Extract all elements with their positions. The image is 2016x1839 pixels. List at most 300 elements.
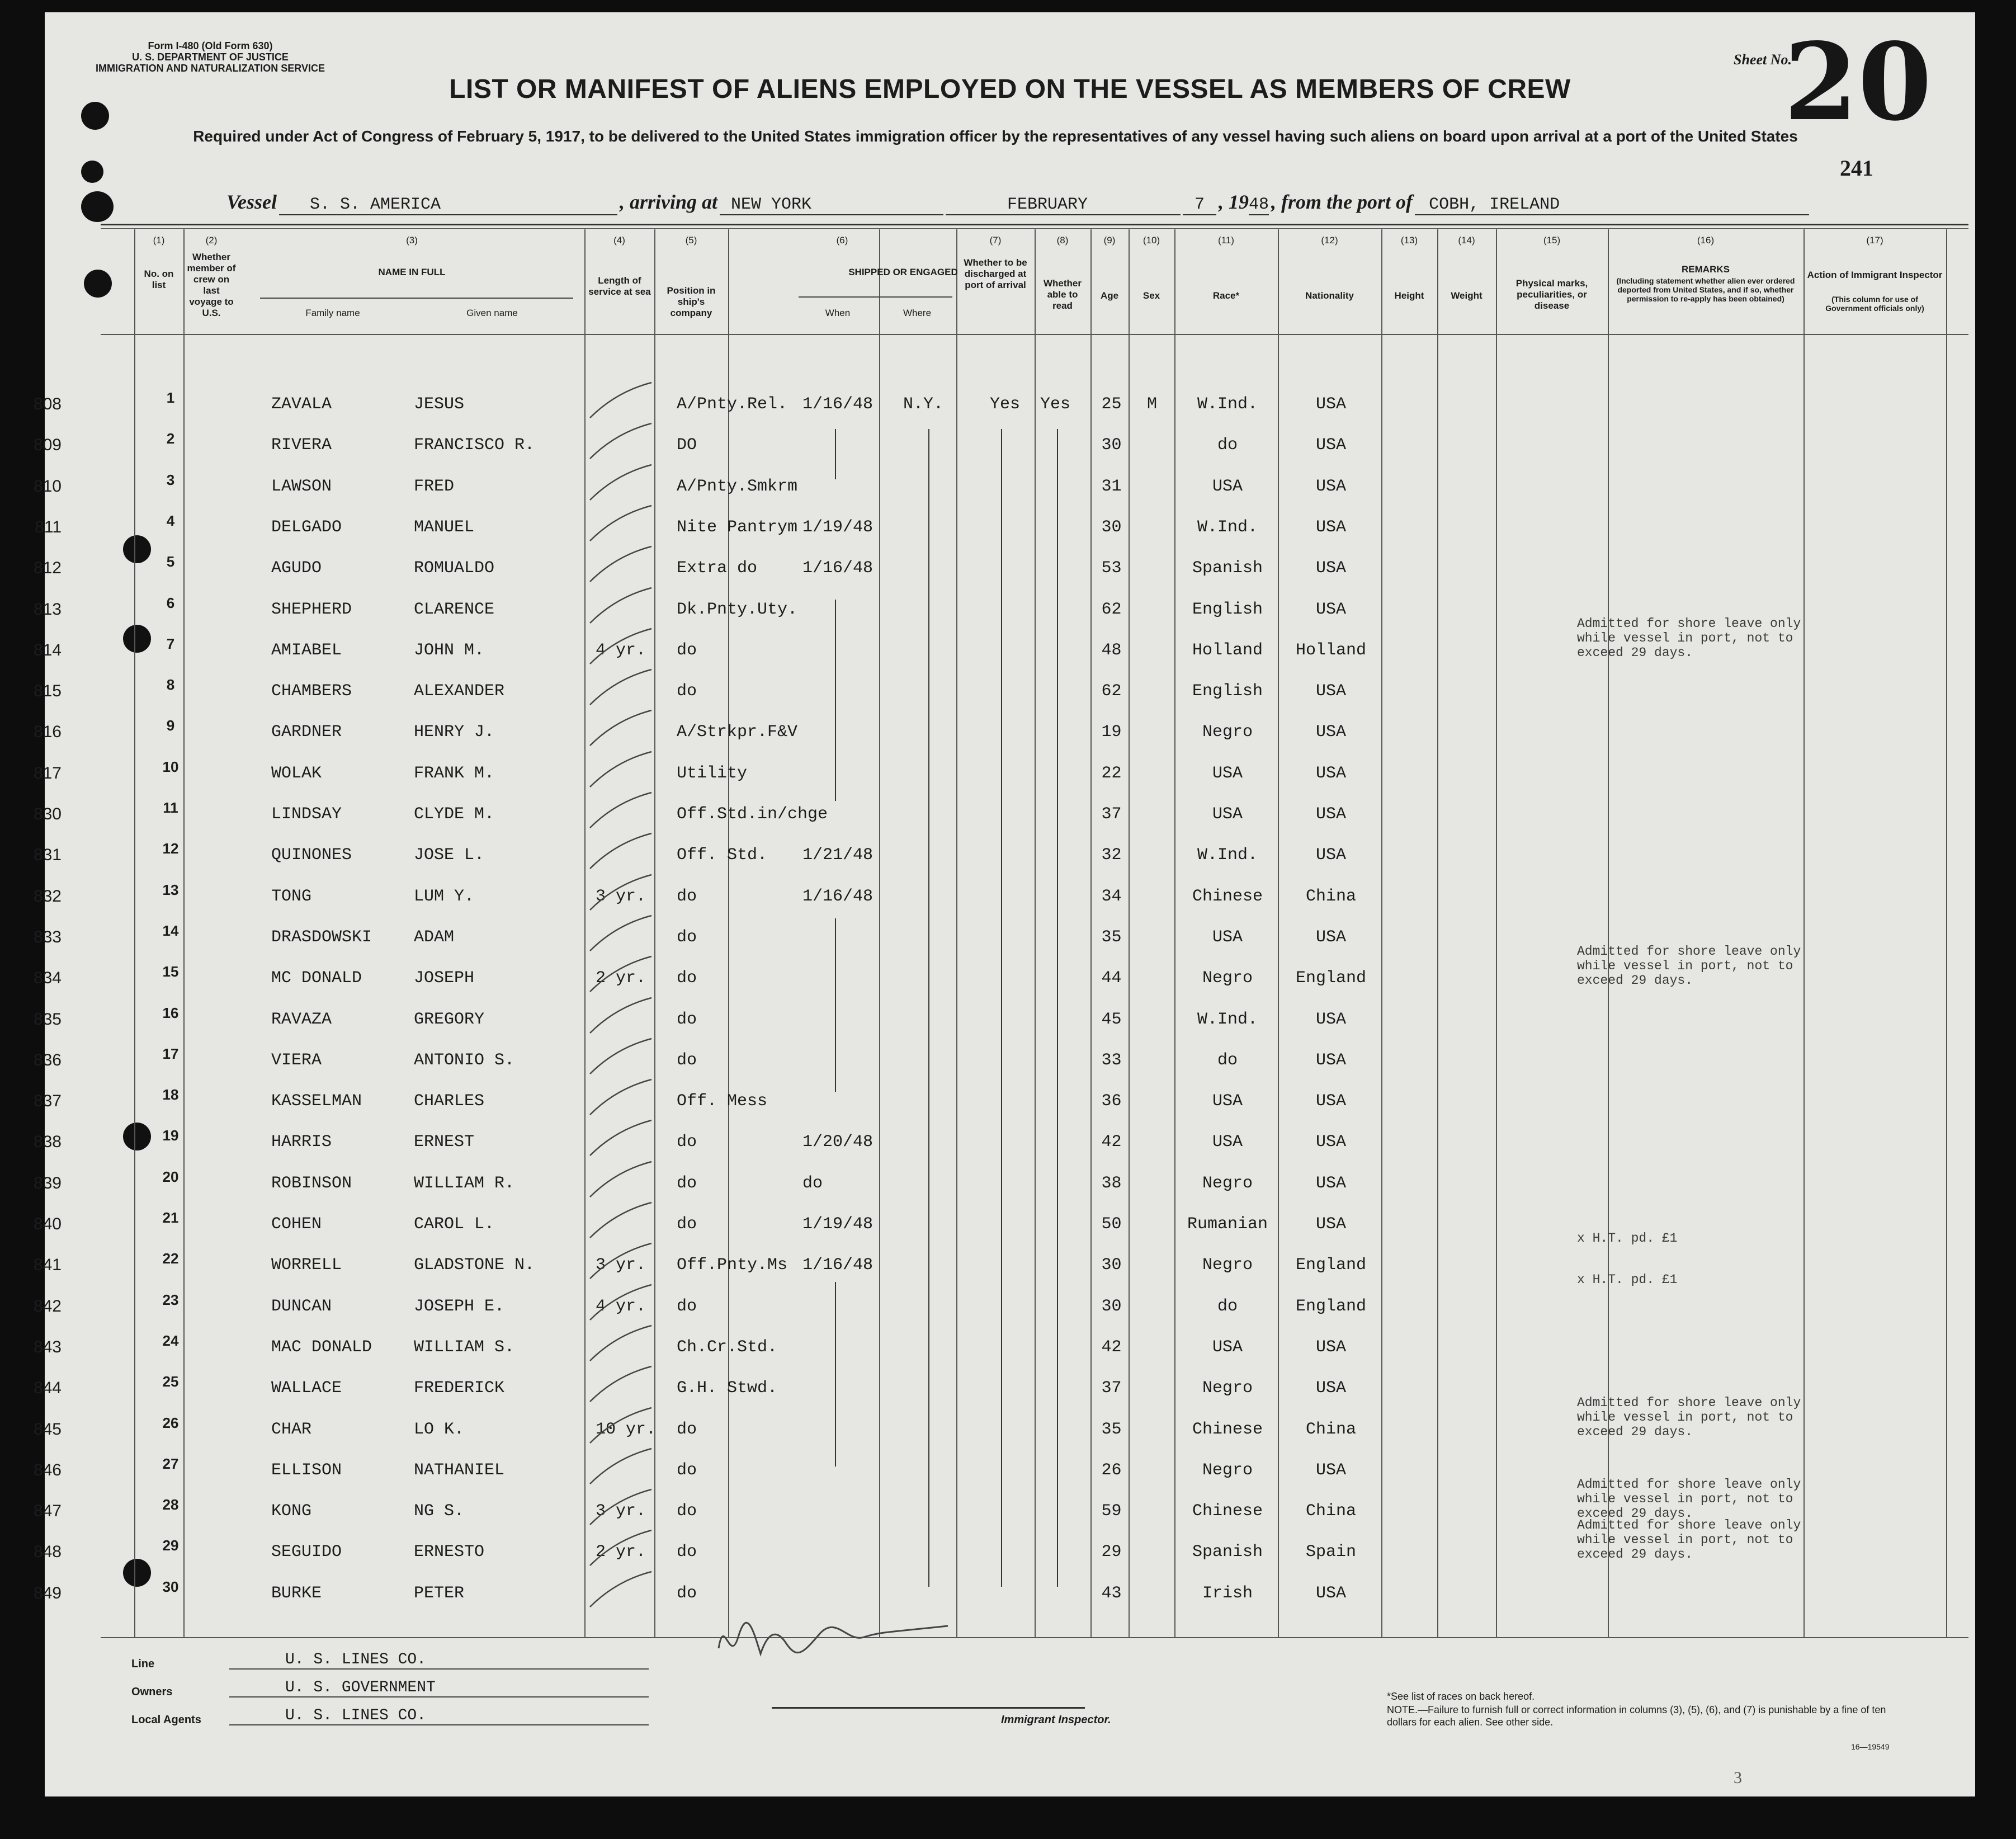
row-family-name: RIVERA [271,436,332,455]
row-margin-number: 836 [33,1050,62,1069]
row-family-name: GARDNER [271,723,342,742]
vessel-label: Vessel [226,191,277,213]
row-family-name: WALLACE [271,1379,342,1398]
arrival-port: NEW YORK [720,195,943,215]
row-race: do [1217,1050,1238,1070]
row-given-name: ROMUALDO [414,559,495,578]
row-nationality: USA [1315,1050,1346,1070]
header-name-in-full: NAME IN FULL [378,267,446,277]
row-family-name: KASSELMAN [271,1092,362,1111]
header-nationality: Nationality [1305,290,1354,301]
row-number: 28 [162,1496,179,1513]
row-race: Negro [1202,1173,1253,1193]
row-family-name: QUINONES [271,846,352,865]
row-age: 62 [1101,682,1122,701]
row-family-name: BURKE [271,1583,322,1603]
remark-line: exceed 29 days. [1577,1506,1693,1521]
row-family-name: AGUDO [271,559,322,578]
row-position: Extra do [677,559,758,578]
row-position: do [677,969,697,988]
row-given-name: CAROL L. [414,1215,495,1234]
remark-note [1577,1477,1801,1521]
row-sex: M [1146,395,1157,414]
row-race: USA [1212,763,1243,783]
row-margin-number: 838 [33,1133,62,1152]
row-given-name: LO K. [414,1420,465,1439]
inspector-signature-line [772,1707,1085,1709]
row-nationality: USA [1315,1583,1346,1603]
row-shipped-when: 1/20/48 [802,1133,874,1152]
row-position: do [677,1173,697,1193]
row-given-name: GREGORY [414,1010,485,1029]
row-length-of-service: 2 yr. [596,1543,646,1562]
header-physical-marks: Physical marks, peculiarities, or disease [1515,278,1588,311]
row-number: 20 [162,1168,179,1185]
row-position: do [677,887,697,906]
row-able-to-read: Yes [1040,395,1071,414]
row-race: Chinese [1192,1420,1263,1439]
row-nationality: USA [1315,1010,1346,1029]
row-race: Chinese [1192,887,1263,906]
row-nationality: USA [1315,600,1346,619]
col-num-13: (13) [1400,235,1418,246]
row-nationality: USA [1315,1133,1346,1152]
row-nationality: USA [1315,1379,1346,1398]
row-given-name: FREDERICK [414,1379,505,1398]
remark-line: Admitted for shore leave only [1577,616,1801,631]
row-margin-number: 842 [33,1296,62,1315]
col-num-5: (5) [685,235,697,246]
row-age: 31 [1101,477,1122,496]
row-given-name: NG S. [414,1502,465,1521]
row-position: A/Pnty.Smkrm [677,477,798,496]
col-num-12: (12) [1321,235,1338,246]
remark-line: while vessel in port, not to [1577,1532,1793,1548]
arrival-year: 48 [1249,195,1269,214]
row-given-name: CLARENCE [414,600,495,619]
remark-line: Admitted for shore leave only [1577,944,1801,959]
row-age: 33 [1101,1050,1122,1070]
row-position: Dk.Pnty.Uty. [677,600,798,619]
header-member-last-voyage: Whether member of crew on last voyage to U.S. [187,252,236,318]
row-number: 6 [166,594,175,611]
row-margin-number: 817 [33,763,62,782]
row-family-name: VIERA [271,1050,322,1070]
row-age: 19 [1101,723,1122,742]
remark-line: Admitted for shore leave only [1577,1395,1801,1410]
row-family-name: MC DONALD [271,969,362,988]
row-given-name: ERNEST [414,1133,475,1152]
row-given-name: GLADSTONE N. [414,1256,535,1275]
row-given-name: CHARLES [414,1092,485,1111]
remark-line: Admitted for shore leave only [1577,1518,1801,1533]
row-number: 22 [162,1250,179,1267]
row-race: Chinese [1192,1502,1263,1521]
row-family-name: TONG [271,887,312,906]
owners-value: U. S. GOVERNMENT [229,1679,649,1697]
row-number: 5 [166,553,175,570]
row-number: 15 [162,963,179,980]
row-length-of-service: 3 yr. [596,887,646,906]
row-number: 2 [166,430,175,447]
row-position: Off. Std. [677,846,768,865]
row-margin-number: 845 [33,1420,62,1439]
row-nationality: USA [1315,763,1346,783]
row-number: 30 [162,1578,179,1595]
row-margin-number: 837 [33,1092,62,1111]
row-position: do [677,1420,697,1439]
row-age: 36 [1101,1092,1122,1111]
row-race: Irish [1202,1583,1253,1603]
row-race: English [1192,600,1263,619]
agents-value: U. S. LINES CO. [229,1707,649,1725]
col-num-15: (15) [1543,235,1561,246]
remark-line: exceed 29 days. [1577,1424,1693,1439]
row-position: Utility [677,763,748,783]
row-margin-number: 816 [33,723,62,742]
row-number: 19 [162,1127,179,1144]
remark-note [1577,616,1801,660]
row-race: W.Ind. [1197,846,1258,865]
row-margin-number: 846 [33,1460,62,1479]
row-age: 42 [1101,1133,1122,1152]
row-shipped-when: 1/16/48 [802,1256,874,1275]
header-discharged: Whether to be discharged at port of arrival [964,257,1027,290]
remark-note [1577,1518,1801,1562]
row-family-name: HARRIS [271,1133,332,1152]
col-num-3: (3) [406,235,418,246]
row-number: 4 [166,512,175,529]
row-margin-number: 810 [33,477,62,496]
row-margin-number: 833 [33,927,62,946]
agents-label: Local Agents [131,1714,201,1726]
row-race: do [1217,436,1238,455]
header-age: Age [1100,290,1119,301]
row-nationality: USA [1315,723,1346,742]
row-position: Ch.Cr.Std. [677,1337,778,1357]
row-race: W.Ind. [1197,517,1258,537]
remark-line: while vessel in port, not to [1577,630,1793,645]
row-position: do [677,682,697,701]
row-margin-number: 840 [33,1215,62,1233]
row-margin-number: 815 [33,682,62,701]
row-nationality: USA [1315,846,1346,865]
row-number: 9 [166,717,175,734]
row-age: 22 [1101,763,1122,783]
row-margin-number: 811 [35,517,62,536]
row-discharged: Yes [990,395,1021,414]
row-given-name: FRANK M. [414,763,495,783]
col-num-7: (7) [989,235,1002,246]
row-margin-number: 841 [33,1256,62,1275]
row-family-name: LAWSON [271,477,332,496]
row-shipped-when: 1/16/48 [802,887,874,906]
header-height: Height [1394,290,1424,301]
header-position: Position in ship's company [667,285,716,318]
row-position: A/Strkpr.F&V [677,723,798,742]
remark-line: while vessel in port, not to [1577,1492,1793,1507]
row-age: 30 [1101,1256,1122,1275]
row-family-name: WORRELL [271,1256,342,1275]
line-value: U. S. LINES CO. [229,1651,649,1670]
row-number: 24 [162,1332,179,1349]
row-position: Off. Mess [677,1092,768,1111]
row-given-name: FRED [414,477,455,496]
row-nationality: England [1295,969,1367,988]
row-given-name: ANTONIO S. [414,1050,515,1070]
row-age: 37 [1101,805,1122,824]
row-race: Negro [1202,969,1253,988]
from-port-label: , from the port of [1271,191,1413,213]
row-family-name: ZAVALA [271,395,332,414]
remark-note [1577,1272,1677,1287]
penalty-note: NOTE.—Failure to furnish full or correct information in columns (3), (5), (6), and (7) is punishable by a fine of ten dollars for each alien. See other side. [1387,1704,1886,1728]
col-num-2: (2) [205,235,218,246]
row-position: do [677,1583,697,1603]
row-position: do [677,1460,697,1480]
header-family-name: Family name [305,308,360,318]
row-race: Spanish [1192,559,1263,578]
row-number: 25 [162,1373,179,1390]
row-number: 11 [163,799,178,816]
row-race: English [1192,682,1263,701]
row-family-name: ELLISON [271,1460,342,1480]
row-nationality: China [1305,887,1356,906]
row-given-name: ALEXANDER [414,682,505,701]
row-family-name: ROBINSON [271,1173,352,1193]
remark-line: exceed 29 days. [1577,1547,1693,1562]
from-port: COBH, IRELAND [1415,195,1809,215]
row-nationality: USA [1315,927,1346,947]
row-position: G.H. Stwd. [677,1379,778,1398]
arriving-label: , arriving at [620,191,718,213]
row-family-name: KONG [271,1502,312,1521]
header-shipped-engaged: SHIPPED OR ENGAGED [848,267,958,277]
row-given-name: JOSEPH E. [414,1296,505,1316]
row-number: 3 [166,471,175,488]
row-race: USA [1212,927,1243,947]
row-age: 42 [1101,1337,1122,1357]
col-num-14: (14) [1458,235,1475,246]
vessel-name: S. S. AMERICA [279,195,617,215]
header-able-to-read: Whether able to read [1044,278,1082,311]
row-margin-number: 831 [33,846,62,865]
row-given-name: FRANCISCO R. [414,436,535,455]
row-given-name: MANUEL [414,517,475,537]
page-subtitle: Required under Act of Congress of February 5, 1917, to be delivered to the United States immigration officer by the representatives of any vessel having such aliens on board upon arrival at a port of the United States [193,128,1798,145]
col-num-10: (10) [1142,235,1160,246]
arrival-day: 7 [1183,195,1216,215]
row-race: USA [1212,1337,1243,1357]
row-position: Off.Pnty.Ms [677,1256,788,1275]
row-margin-number: 847 [33,1502,62,1521]
row-given-name: PETER [414,1583,465,1603]
owners-label: Owners [131,1686,173,1698]
row-shipped-when: 1/16/48 [802,559,874,578]
row-nationality: USA [1315,477,1346,496]
row-margin-number: 835 [33,1010,62,1029]
manifest-sheet [33,12,1975,1796]
row-nationality: USA [1315,1337,1346,1357]
row-nationality: USA [1315,1092,1346,1111]
row-age: 59 [1101,1502,1122,1521]
inspector-signature [713,1604,959,1671]
arrival-month: FEBRUARY [946,195,1181,215]
row-position: do [677,640,697,660]
row-position: do [677,1133,697,1152]
row-family-name: LINDSAY [271,805,342,824]
row-length-of-service: 2 yr. [596,969,646,988]
row-age: 30 [1101,1296,1122,1316]
row-race: do [1217,1296,1238,1316]
row-family-name: SHEPHERD [271,600,352,619]
row-margin-number: 843 [33,1337,62,1356]
row-given-name: WILLIAM S. [414,1337,515,1357]
row-nationality: USA [1315,517,1346,537]
header-given-name: Given name [466,308,518,318]
remark-note [1577,944,1801,988]
row-family-name: DRASDOWSKI [271,927,372,947]
row-length-of-service: 3 yr. [596,1256,646,1275]
row-race: USA [1212,1133,1243,1152]
row-family-name: DUNCAN [271,1296,332,1316]
row-number: 27 [162,1455,179,1472]
sheet-label: Sheet No. [1734,51,1792,68]
remark-line: x H.T. pd. £1 [1577,1272,1678,1287]
row-family-name: MAC DONALD [271,1337,372,1357]
header-weight: Weight [1451,290,1483,301]
col-num-16: (16) [1697,235,1715,246]
row-nationality: England [1295,1296,1367,1316]
row-nationality: Spain [1305,1543,1356,1562]
row-family-name: COHEN [271,1215,322,1234]
row-given-name: JESUS [414,395,465,414]
row-number: 10 [162,758,179,775]
row-number: 23 [162,1291,179,1308]
row-age: 30 [1101,517,1122,537]
row-race: Negro [1202,1379,1253,1398]
row-age: 37 [1101,1379,1122,1398]
row-nationality: USA [1315,1173,1346,1193]
row-age: 30 [1101,436,1122,455]
row-age: 38 [1101,1173,1122,1193]
row-shipped-where: N.Y. [903,395,944,414]
row-race: Holland [1192,640,1263,660]
row-race: W.Ind. [1197,395,1258,414]
row-nationality: USA [1315,1215,1346,1234]
row-given-name: WILLIAM R. [414,1173,515,1193]
row-given-name: JOSEPH [414,969,475,988]
row-margin-number: 812 [33,559,62,578]
row-race: USA [1212,477,1243,496]
row-length-of-service: 10 yr. [596,1420,657,1439]
remark-line: x H.T. pd. £1 [1577,1231,1678,1246]
row-nationality: USA [1315,436,1346,455]
row-given-name: HENRY J. [414,723,495,742]
row-position: Nite Pantrym [677,517,798,537]
row-age: 29 [1101,1543,1122,1562]
row-age: 62 [1101,600,1122,619]
row-nationality: USA [1315,805,1346,824]
row-length-of-service: 4 yr. [596,640,646,660]
row-age: 43 [1101,1583,1122,1603]
row-race: W.Ind. [1197,1010,1258,1029]
row-family-name: RAVAZA [271,1010,332,1029]
row-margin-number: 848 [33,1543,62,1562]
row-number: 12 [162,840,179,857]
row-position: Off.Std.in/chge [677,805,828,824]
row-margin-number: 832 [33,887,62,906]
row-shipped-when: 1/21/48 [802,846,874,865]
header-remarks-note: (Including statement whether alien ever ordered deported from United States, and if so, whether permission to re-apply has been obtained) [1616,276,1795,303]
row-number: 29 [162,1537,179,1554]
page-number: 241 [1840,155,1873,181]
row-shipped-when: 1/19/48 [802,1215,874,1234]
col-num-1: (1) [153,235,165,246]
row-family-name: DELGADO [271,517,342,537]
row-number: 18 [162,1086,179,1104]
remark-line: exceed 29 days. [1577,973,1693,988]
row-age: 26 [1101,1460,1122,1480]
form-id-line-1: Form I-480 (Old Form 630) [148,40,273,51]
row-nationality: USA [1315,1460,1346,1480]
form-id-line-3: IMMIGRATION AND NATURALIZATION SERVICE [96,63,325,74]
row-number: 17 [162,1045,179,1062]
col-num-11: (11) [1218,235,1234,246]
row-race: Rumanian [1187,1215,1268,1234]
line-label: Line [131,1658,155,1670]
col-num-6: (6) [836,235,848,246]
row-position: DO [677,436,697,455]
row-given-name: CLYDE M. [414,805,495,824]
row-shipped-when: 1/16/48 [802,395,874,414]
row-given-name: JOHN M. [414,640,485,660]
row-margin-number: 830 [33,805,62,823]
remarks-layer [45,12,1975,1796]
row-number: 8 [166,676,175,694]
row-nationality: USA [1315,559,1346,578]
race-note: *See list of races on back hereof. [1387,1691,1535,1702]
row-margin-number: 808 [33,395,62,413]
row-length-of-service: 4 yr. [596,1296,646,1316]
row-number: 13 [162,881,179,898]
row-margin-number: 849 [33,1583,62,1602]
row-nationality: England [1295,1256,1367,1275]
col-num-17: (17) [1866,235,1883,246]
row-race: USA [1212,805,1243,824]
row-margin-number: 844 [33,1379,62,1398]
row-family-name: CHAR [271,1420,312,1439]
row-position: A/Pnty.Rel. [677,395,788,414]
row-race: Negro [1202,723,1253,742]
col-num-4: (4) [613,235,625,246]
remark-line: while vessel in port, not to [1577,959,1793,974]
row-race: Spanish [1192,1543,1263,1562]
row-age: 35 [1101,1420,1122,1439]
inspector-label: Immigrant Inspector. [1001,1714,1111,1726]
row-margin-number: 813 [33,600,62,619]
row-position: do [677,927,697,947]
header-sex: Sex [1142,290,1160,301]
row-family-name: SEGUIDO [271,1543,342,1562]
row-family-name: AMIABEL [271,640,342,660]
row-age: 48 [1101,640,1122,660]
remark-note [1577,1395,1801,1439]
row-position: do [677,1296,697,1316]
row-position: do [677,1010,697,1029]
row-race: Negro [1202,1256,1253,1275]
row-age: 35 [1101,927,1122,947]
